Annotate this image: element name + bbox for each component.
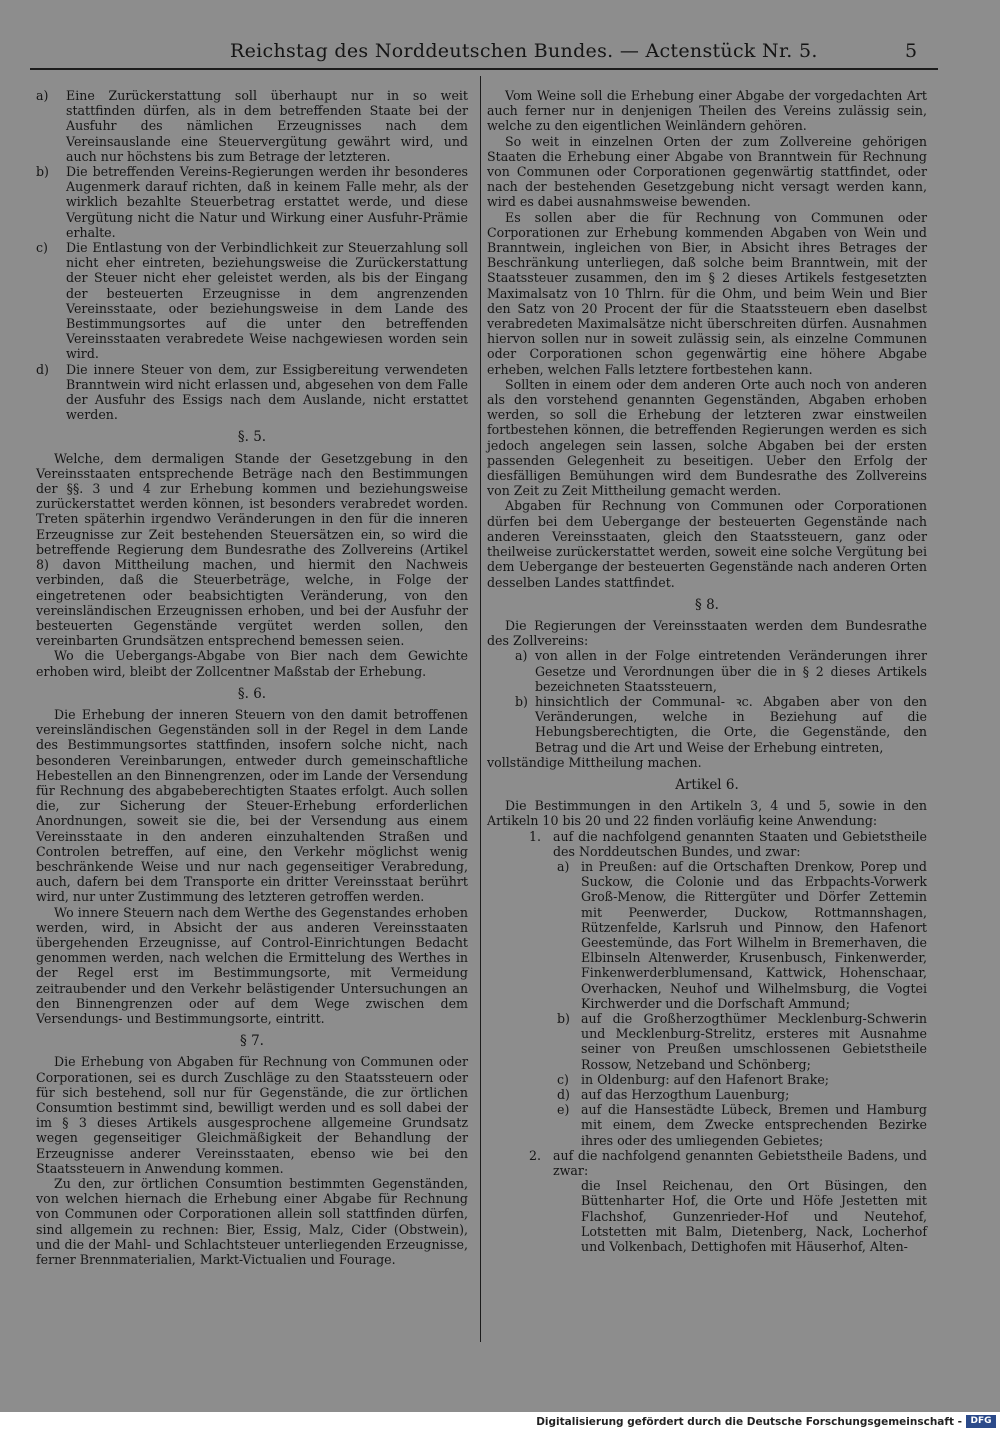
list-text: in Oldenburg: auf den Hafenort Brake; (581, 1071, 830, 1087)
list-label: c) (36, 240, 48, 256)
list-text: Eine Zurückerstattung soll überhaupt nur in so weit stattfinden dürfen, als in dem betreffenden Staate bei der Ausfuhr des nämlichen Erzeugnisses nach dem Vereinsauslande eine Steuervergütung gewährt wird, und auch nur höchstens bis zum Betrage der letzteren. (66, 88, 468, 164)
column-divider (480, 76, 481, 1342)
list-label: 2. (529, 1147, 542, 1163)
list-label: a) (557, 858, 570, 874)
left-column (36, 88, 468, 1267)
article-heading: Artikel 6. (675, 776, 739, 793)
list-item (36, 362, 468, 423)
section-heading: §. 6. (237, 685, 267, 702)
footer-credit: Digitalisierung gefördert durch die Deutsche Forschungsgemeinschaft - (536, 1416, 962, 1428)
section-heading: §. 5. (237, 429, 267, 446)
paragraph: Die Erhebung der inneren Steuern von den damit betroffenen vereinsländischen Gegenständen soll in der Regel in dem Lande des Bestimmungsortes stattfinden, insofern solche nicht, nach besonderen Vereinbarungen, entweder durch gemeinschaftliche Hebestellen an den Binnengrenzen, oder im Lande der Versendung für Rechnung des abgabeberechtigten Staates erfolgt. Auch sollen die, zur Sicherung der Steuer-Erhebung erforderlichen Anordnungen, soweit sie die, bei der Versendung aus einem Vereinsstaate in den anderen einzuhaltenden Straßen und Controlen betreffen, auf eine, den Verkehr möglichst wenig beschränkende Weise und nur nach gegenseitiger Verabredung, auch, dafern bei dem Transporte ein dritter Vereinsstaat berührt wird, nur unter Zustimmung des letzteren getroffen werden. (36, 706, 468, 905)
running-header (28, 40, 928, 68)
header-rule (30, 68, 938, 70)
paragraph: Die Erhebung von Abgaben für Rechnung von Communen oder Corporationen, sei es durch Zuschläge zu den Staatssteuern oder für sich bestehend, soll nur für Gegenstände, die zur örtlichen Consumtion bestimmt sind, bewilligt werden und es soll dabei der im § 3 dieses Artikels ausgesprochene allgemeine Grundsatz wegen gegenseitiger Gleichmäßigkeit der Behandlung der Erzeugnisse anderer Vereinsstaaten, ebenso wie bei den Staatssteuern in Anwendung kommen. (36, 1054, 468, 1176)
list-text: hinsichtlich der Communal- ꝛc. Abgaben aber von den Veränderungen, welche in Beziehung auf die Hebungsberechtigten, die Orte, die Gegenstände, den Betrag und die Art und Weise der Erhebung eintreten, (535, 693, 927, 755)
list-item (487, 1087, 927, 1102)
list-item (487, 829, 927, 859)
paragraph: die Insel Reichenau, den Ort Büsingen, den Büttenharter Hof, die Orte und Höfe Jestetten mit Flachshof, Gunzenrieder-Hof und Neutehof, Lotstetten mit Balm, Dietenberg, Nack, Locherhof und Volkenbach, Dettighofen mit Häuserhof, Alten- (581, 1178, 927, 1255)
list-item (487, 1011, 927, 1072)
list-item (487, 1072, 927, 1087)
list-label: e) (557, 1102, 570, 1118)
section-heading: § 7. (240, 1033, 264, 1050)
list-text: auf die nachfolgend genannten Staaten und Gebietstheile des Norddeutschen Bundes, und zwar: (553, 828, 927, 859)
list-item (36, 88, 468, 164)
list-text: in Preußen: auf die Ortschaften Drenkow, Porep und Suckow, die Colonie und das Erbpachts-Vorwerk Groß-Menow, die Rittergüter und Dörfer Zettemin mit Peenwerder, Duckow, Rottmannshagen, Rützenfelde, Karlsruh und Pinnow, den Hafenort Geestemünde, das Fort Wilhelm in Bremerhaven, die Elbinseln Altenwerder, Krusenbusch, Finkenwerder, Finkenwerderblumensand, Kattwick, Hohenschaar, Overhacken, Neuhof und Wilhelmsburg, die Vogtei Kirchwerder und die Dorfschaft Ammund; (581, 858, 927, 1011)
list-label: d) (557, 1087, 570, 1102)
paragraph: Wo innere Steuern nach dem Werthe des Gegenstandes erhoben werden, wird, in Absicht der aus anderen Vereinsstaaten übergehenden Erzeugnisse, auf Control-Einrichtungen Bedacht genommen werden, nach welchen die Ermittelung des Werthes in der Regel erst im Bestimmungsorte, mit Vermeidung zeitraubender und den Verkehr belästigender Untersuchungen an den Binnengrenzen oder auf dem Wege zwischen dem Versendungs- und Bestimmungsorte, eintritt. (36, 904, 468, 1026)
list-text: von allen in der Folge eintretenden Veränderungen ihrer Gesetze und Verordnungen über die in § 2 dieses Artikels bezeichneten Staatssteuern, (535, 648, 927, 694)
page-number: 5 (905, 40, 918, 62)
paragraph: Welche, dem dermaligen Stande der Gesetzgebung in den Vereinsstaaten entsprechende Beträge nach den Bestimmungen der §§. 3 und 4 zur Erhebung kommen und beziehungsweise zurückerstattet werden können, ist besonders verabredet worden. Treten späterhin irgendwo Veränderungen in den für die inneren Erzeugnisse zur Zeit bestehenden Steuersätzen ein, so wird die betreffende Regierung dem Bundesrathe des Zollvereins (Artikel 8) davon Mittheilung machen, und hiermit den Nachweis verbinden, daß die Steuerbeträge, welche, in Folge der eingetretenen oder beabsichtigten Veränderung, von den vereinsländischen Erzeugnissen erhoben, und bei der Ausfuhr der besteuerten Gegenstände vergütet werden sollen, den vereinbarten Grundsätzen entsprechend bemessen seien. (36, 450, 468, 649)
paragraph: Vom Weine soll die Erhebung einer Abgabe der vorgedachten Art auch ferner nur in denjenigen Theilen des Vereins zulässig sein, welche zu den eigentlichen Weinländern gehören. (487, 88, 927, 134)
list-label: b) (515, 693, 528, 709)
paragraph: Die Regierungen der Vereinsstaaten werden dem Bundesrathe des Zollvereins: (487, 617, 927, 649)
list-label: a) (515, 648, 528, 664)
list-label: c) (557, 1071, 569, 1087)
list-label: d) (36, 361, 49, 377)
paragraph: So weit in einzelnen Orten der zum Zollvereine gehörigen Staaten die Erhebung einer Abgabe von Branntwein für Rechnung von Communen oder Corporationen gegenwärtig stattfindet, oder nach der bestehenden Gesetzgebung nicht versagt werden kann, wird es dabei ausnahmsweise bewenden. (487, 133, 927, 210)
list-text: auf das Herzogthum Lauenburg; (581, 1087, 790, 1102)
list-text: Die betreffenden Vereins-Regierungen werden ihr besonderes Augenmerk darauf richten, daß in keinem Falle mehr, als der wirklich bezahlte Steuerbetrag erstattet werde, und diese Vergütung nicht die Natur und Wirkung einer Ausfuhr-Prämie erhalte. (66, 164, 468, 240)
list-item (487, 1148, 927, 1178)
list-label: b) (557, 1010, 570, 1026)
right-column (487, 88, 927, 1254)
header-title: Reichstag des Norddeutschen Bundes. — Actenstück Nr. 5. (230, 40, 818, 62)
list-text: Die Entlastung von der Verbindlichkeit zur Steuerzahlung soll nicht eher eintreten, beziehungsweise die Zurückerstattung der Steuer nicht eher geleistet werden, als bis der Eingang der besteuerten Erzeugnisse in dem angrenzenden Vereinsstaate, oder beziehungsweise in dem Lande des Bestimmungsortes auf die unter den betreffenden Vereinsstaaten verabredete Weise nachgewiesen worden sein wird. (66, 240, 468, 362)
footer-bar (0, 1412, 1000, 1432)
paragraph: Wo die Uebergangs-Abgabe von Bier nach dem Gewichte erhoben wird, bleibt der Zollcentner Maßstab der Erhebung. (36, 648, 468, 679)
paragraph: Die Bestimmungen in den Artikeln 3, 4 und 5, sowie in den Artikeln 10 bis 20 und 22 finden vorläufig keine Anwendung: (487, 798, 927, 829)
list-label: 1. (529, 828, 542, 844)
list-text: auf die nachfolgend genannten Gebietstheile Badens, und zwar: (553, 1147, 927, 1179)
paragraph: Sollten in einem oder dem anderen Orte auch noch von anderen als den vorstehend genannten Gegenständen, Abgaben erhoben werden, so soll die Erhebung der letzteren zwar einstweilen fortbestehen können, die betreffenden Regierungen werden es sich jedoch angelegen sein lassen, solche Abgaben bei der ersten passenden Gelegenheit zu beseitigen. Ueber den Erfolg der diesfälligen Bemühungen wird dem Bundesrathe des Zollvereins von Zeit zu Zeit Mittheilung gemacht werden. (487, 376, 927, 499)
paragraph: Zu den, zur örtlichen Consumtion bestimmten Gegenständen, von welchen hiernach die Erhebung einer Abgabe für Rechnung von Communen oder Corporationen allein soll stattfinden dürfen, sind allgemein zu rechnen: Bier, Essig, Malz, Cider (Obstwein), und die der Mahl- und Schlachtsteuer unterliegenden Erzeugnisse, ferner Brennmaterialien, Markt-Victualien und Fourage. (36, 1176, 468, 1268)
list-item (487, 694, 927, 755)
list-text: auf die Großherzogthümer Mecklenburg-Schwerin und Mecklenburg-Strelitz, ersteres mit Ausnahme seiner von Preußen umschlossenen Gebietstheile Rossow, Netzeband und Schönberg; (581, 1010, 927, 1072)
list-item (36, 240, 468, 362)
list-text: auf die Hansestädte Lübeck, Bremen und Hamburg mit einem, dem Zwecke entsprechenden Bezirke ihres oder des umliegenden Gebietes; (581, 1102, 927, 1148)
paragraph: Abgaben für Rechnung von Communen oder Corporationen dürfen bei dem Uebergange der besteuerten Gegenstände nach anderen Vereinsstaaten, gleich den Staatssteuern, ganz oder theilweise zurückerstattet werden, soweit eine solche Vergütung bei dem Uebergange der besteuerten Gegenstände nach anderen Orten desselben Landes stattfindet. (487, 498, 927, 590)
paragraph: vollständige Mittheilung machen. (487, 754, 702, 770)
paragraph: Es sollen aber die für Rechnung von Communen oder Corporationen zur Erhebung kommenden Abgaben von Wein und Branntwein, ingleichen von Bier, in Absicht ihres Betrages der Beschränkung unterliegen, daß solche beim Branntwein, mit der Staatssteuer zusammen, den im § 2 dieses Artikels festgesetzten Maximalsatz von 10 Thlrn. für die Ohm, und beim Wein und Bier den Satz von 20 Procent der für die Staatssteuern eben daselbst verabredeten Maximalsätze nicht überschreiten dürfen. Ausnahmen hiervon sollen nur in soweit zulässig sein, als einzelne Communen oder Corporationen schon gegenwärtig eine höhere Abgabe erheben, welchen Falls letztere fortbestehen kann. (487, 209, 927, 377)
list-item (487, 1102, 927, 1148)
list-item (36, 164, 468, 240)
list-item (487, 648, 927, 694)
section-heading: § 8. (695, 596, 719, 613)
list-label: a) (36, 88, 49, 103)
dfg-logo: DFG (966, 1415, 996, 1428)
list-item (487, 859, 927, 1011)
list-label: b) (36, 164, 49, 180)
list-text: Die innere Steuer von dem, zur Essigbereitung verwendeten Branntwein wird nicht erlassen und, abgesehen von dem Falle der Ausfuhr des Essigs nach dem Auslande, nicht erstattet werden. (66, 361, 468, 423)
